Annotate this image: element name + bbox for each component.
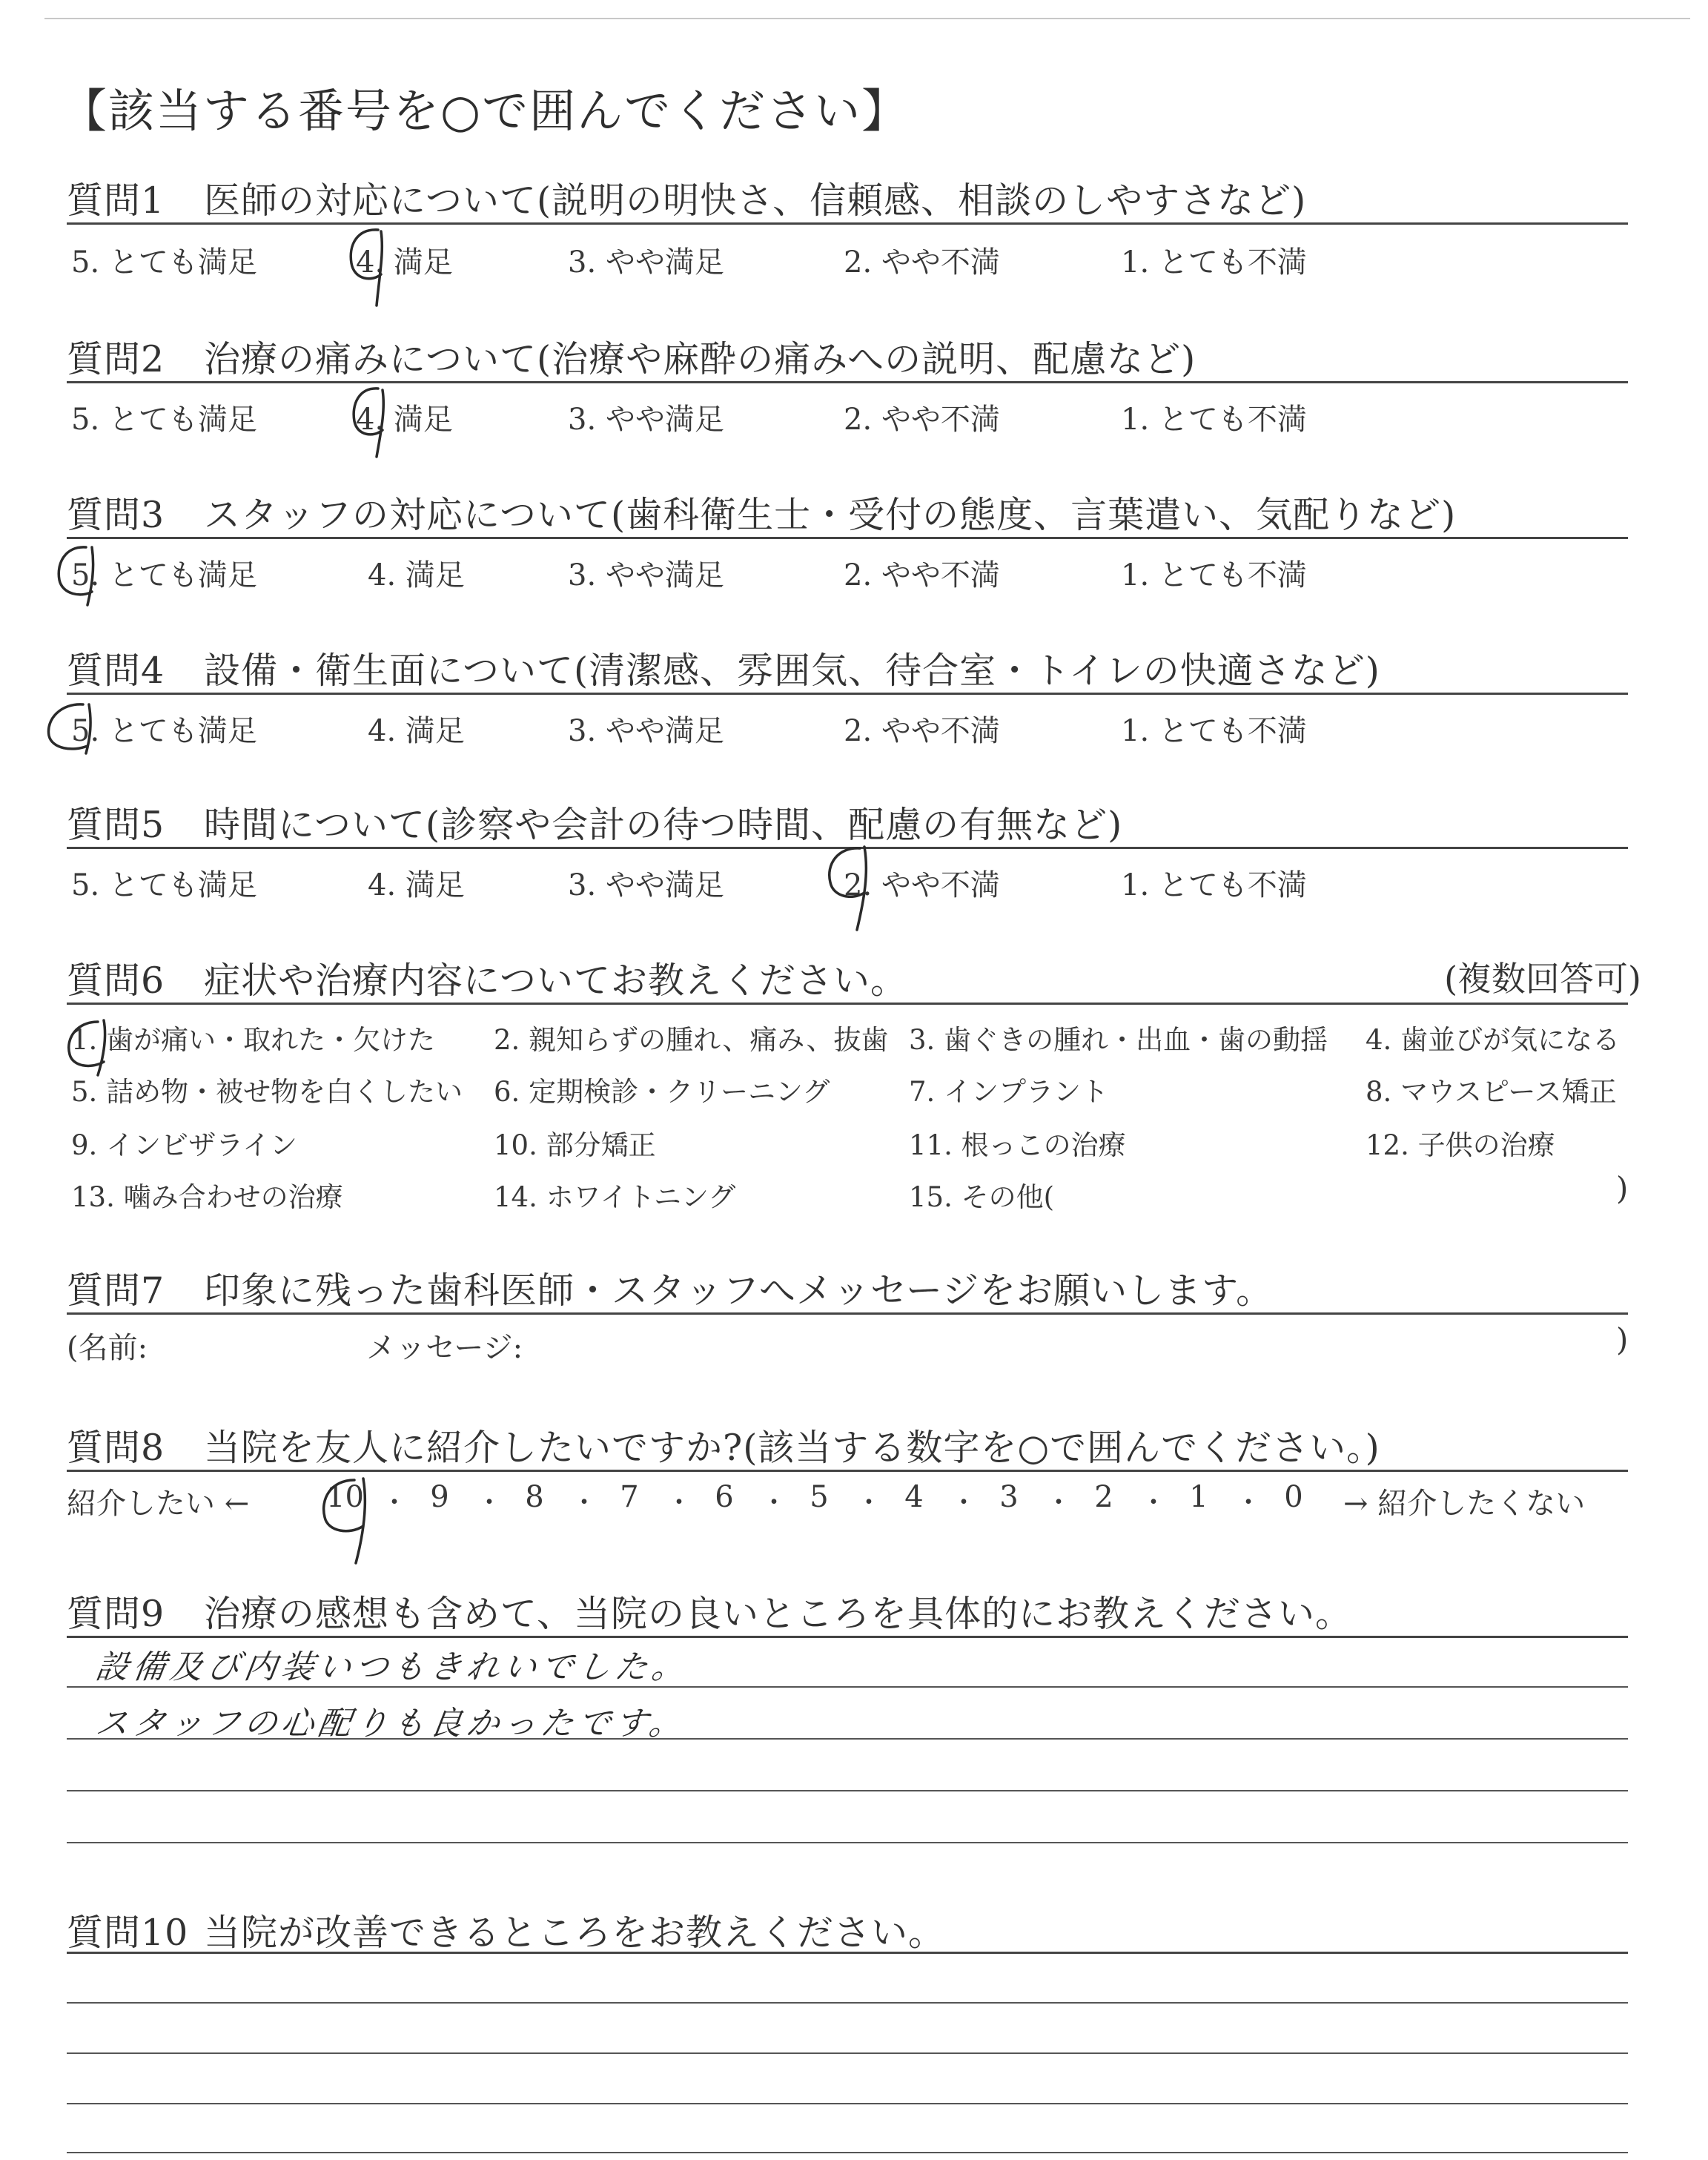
question-6-title — [67, 952, 907, 1004]
q8-scale-separator: ・ — [761, 1487, 788, 1518]
question-9-title — [67, 1585, 1352, 1637]
question-4-text: 設備・衛生面について(清潔感、雰囲気、待合室・トイレの快適さなど) — [204, 650, 1380, 692]
q3-option-3[interactable]: 3. やや満足 — [568, 558, 724, 592]
question-3-text: スタッフの対応について(歯科衛生士・受付の態度、言葉遣い、気配りなど) — [204, 494, 1457, 536]
question-1-rule — [67, 222, 1628, 225]
question-5-text: 時間について(診察や会計の待つ時間、配慮の有無など) — [204, 804, 1123, 846]
q9-handwritten-answer-1: 設備及び内装いつもきれいでした。 — [93, 1648, 692, 1686]
q8-scale-6[interactable]: 6 — [715, 1480, 734, 1514]
q7-close-paren: ) — [1616, 1321, 1629, 1358]
instruction-heading: 【該当する番号を○で囲んでください】 — [61, 84, 910, 138]
q5-option-3[interactable]: 3. やや満足 — [568, 868, 724, 902]
question-10-label: 質問10 — [67, 1912, 189, 1954]
page-top-border — [44, 18, 1690, 19]
q4-option-2[interactable]: 2. やや不満 — [844, 714, 1000, 748]
question-8-text: 当院を友人に紹介したいですか?(該当する数字を○で囲んでください。) — [204, 1427, 1380, 1469]
q3-option-5[interactable]: 5. とても満足 — [71, 558, 257, 592]
question-4-label: 質問4 — [67, 650, 165, 692]
q8-scale-5[interactable]: 5 — [810, 1480, 829, 1514]
question-6-label: 質問6 — [67, 960, 165, 1002]
q8-scale-2[interactable]: 2 — [1094, 1480, 1113, 1514]
q8-scale-0[interactable]: 0 — [1284, 1480, 1303, 1514]
question-2-title — [67, 331, 1196, 383]
q6-option-4[interactable]: 4. 歯並びが気になる — [1366, 1024, 1621, 1056]
question-9-label: 質問9 — [67, 1593, 165, 1635]
question-5-title — [67, 796, 1122, 848]
q1-option-4[interactable]: 4. 満足 — [356, 245, 453, 280]
q1-option-3[interactable]: 3. やや満足 — [568, 245, 724, 280]
q8-right-label: → 紹介したくない — [1343, 1487, 1586, 1521]
question-10-title — [67, 1904, 945, 1956]
question-10-text: 当院が改善できるところをお教えください。 — [204, 1912, 946, 1954]
q8-scale-7[interactable]: 7 — [620, 1480, 639, 1514]
q6-option-2[interactable]: 2. 親知らずの腫れ、痛み、抜歯 — [494, 1024, 889, 1056]
question-1-text: 医師の対応について(説明の明快さ、信頼感、相談のしやすさなど) — [204, 179, 1307, 222]
q5-option-5[interactable]: 5. とても満足 — [71, 868, 257, 902]
q6-option-8[interactable]: 8. マウスピース矯正 — [1366, 1076, 1617, 1108]
q8-scale-4[interactable]: 4 — [904, 1480, 924, 1514]
q2-option-2[interactable]: 2. やや不満 — [844, 403, 1000, 437]
question-3-rule — [67, 537, 1628, 539]
q10-answer-line-4 — [67, 2152, 1628, 2153]
q6-other-close-paren: ) — [1616, 1170, 1629, 1206]
question-3-title — [67, 486, 1456, 538]
q7-name-label: (名前: — [67, 1331, 148, 1365]
q8-scale-separator: ・ — [950, 1487, 978, 1518]
question-10-rule — [67, 1952, 1628, 1954]
q2-option-4[interactable]: 4. 満足 — [356, 403, 453, 437]
question-6-rule — [67, 1003, 1628, 1005]
q1-option-2[interactable]: 2. やや不満 — [844, 245, 1000, 280]
question-9-rule — [67, 1636, 1628, 1638]
q6-option-5[interactable]: 5. 詰め物・被せ物を白くしたい — [71, 1076, 463, 1108]
q2-option-3[interactable]: 3. やや満足 — [568, 403, 724, 437]
q8-left-label: 紹介したい ← — [67, 1487, 250, 1521]
q4-option-4[interactable]: 4. 満足 — [368, 714, 465, 748]
question-2-rule — [67, 381, 1628, 383]
q10-answer-line-3 — [67, 2103, 1628, 2104]
q8-scale-1[interactable]: 1 — [1189, 1480, 1208, 1514]
question-1-label: 質問1 — [67, 179, 165, 222]
q5-option-2[interactable]: 2. やや不満 — [844, 868, 1000, 902]
question-8-rule — [67, 1470, 1628, 1472]
q4-option-1[interactable]: 1. とても不満 — [1121, 714, 1307, 748]
q1-option-5[interactable]: 5. とても満足 — [71, 245, 257, 280]
question-7-text: 印象に残った歯科医師・スタッフへメッセージをお願いします。 — [204, 1269, 1274, 1312]
q6-option-7[interactable]: 7. インプラント — [909, 1076, 1109, 1108]
q8-scale-separator: ・ — [855, 1487, 883, 1518]
question-7-title — [67, 1262, 1273, 1314]
question-4-rule — [67, 693, 1628, 695]
question-4-title — [67, 642, 1380, 694]
question-8-title — [67, 1419, 1380, 1471]
q8-scale-separator: ・ — [1235, 1487, 1262, 1518]
q8-scale-separator: ・ — [381, 1487, 408, 1518]
question-1-title — [67, 172, 1306, 224]
q8-scale-separator: ・ — [476, 1487, 503, 1518]
question-8-label: 質問8 — [67, 1427, 165, 1469]
q6-option-9[interactable]: 9. インビザライン — [71, 1129, 297, 1161]
q4-option-5[interactable]: 5. とても満足 — [71, 714, 257, 748]
q8-scale-3[interactable]: 3 — [999, 1480, 1019, 1514]
question-2-text: 治療の痛みについて(治療や麻酔の痛みへの説明、配慮など) — [204, 338, 1196, 380]
q8-scale-separator: ・ — [1140, 1487, 1168, 1518]
q7-message-label: メッセージ: — [366, 1331, 523, 1365]
question-9-text: 治療の感想も含めて、当院の良いところを具体的にお教えください。 — [204, 1593, 1353, 1635]
q3-option-2[interactable]: 2. やや不満 — [844, 558, 1000, 592]
q6-option-15[interactable]: 15. その他( — [909, 1181, 1055, 1213]
q6-option-12[interactable]: 12. 子供の治療 — [1366, 1129, 1555, 1161]
question-5-rule — [67, 847, 1628, 849]
q6-option-3[interactable]: 3. 歯ぐきの腫れ・出血・歯の動揺 — [909, 1024, 1328, 1056]
q6-option-14[interactable]: 14. ホワイトニング — [494, 1181, 736, 1213]
q2-option-1[interactable]: 1. とても不満 — [1121, 403, 1307, 437]
q6-option-11[interactable]: 11. 根っこの治療 — [909, 1129, 1126, 1161]
question-6-text: 症状や治療内容についてお教えください。 — [204, 960, 908, 1002]
q3-option-4[interactable]: 4. 満足 — [368, 558, 465, 592]
q9-answer-line-4 — [67, 1842, 1628, 1843]
q6-option-13[interactable]: 13. 噛み合わせの治療 — [71, 1181, 343, 1213]
q2-option-5[interactable]: 5. とても満足 — [71, 403, 257, 437]
q4-option-3[interactable]: 3. やや満足 — [568, 714, 724, 748]
question-5-label: 質問5 — [67, 804, 165, 846]
q5-option-1[interactable]: 1. とても不満 — [1121, 868, 1307, 902]
q1-option-1[interactable]: 1. とても不満 — [1121, 245, 1307, 280]
q5-option-4[interactable]: 4. 満足 — [368, 868, 465, 902]
q9-answer-line-3 — [67, 1790, 1628, 1791]
q8-scale-separator: ・ — [571, 1487, 598, 1518]
multiple-answers-note: (複数回答可) — [1444, 959, 1641, 999]
q6-option-6[interactable]: 6. 定期検診・クリーニング — [494, 1076, 830, 1108]
q10-answer-line-1 — [67, 2002, 1628, 2004]
question-7-rule — [67, 1312, 1628, 1315]
q3-option-1[interactable]: 1. とても不満 — [1121, 558, 1307, 592]
q8-scale-8[interactable]: 8 — [525, 1480, 544, 1514]
question-3-label: 質問3 — [67, 494, 165, 536]
question-2-label: 質問2 — [67, 338, 165, 380]
q9-handwritten-answer-2: スタッフの心配りも良かったです。 — [93, 1705, 689, 1743]
q8-scale-separator: ・ — [1045, 1487, 1073, 1518]
q6-option-1[interactable]: 1. 歯が痛い・取れた・欠けた — [71, 1024, 436, 1056]
q6-option-10[interactable]: 10. 部分矯正 — [494, 1129, 656, 1161]
q8-scale-separator: ・ — [666, 1487, 693, 1518]
q8-scale-9[interactable]: 9 — [430, 1480, 449, 1514]
q10-answer-line-2 — [67, 2052, 1628, 2054]
q8-scale-10[interactable]: 10 — [326, 1480, 364, 1514]
question-7-label: 質問7 — [67, 1269, 165, 1312]
